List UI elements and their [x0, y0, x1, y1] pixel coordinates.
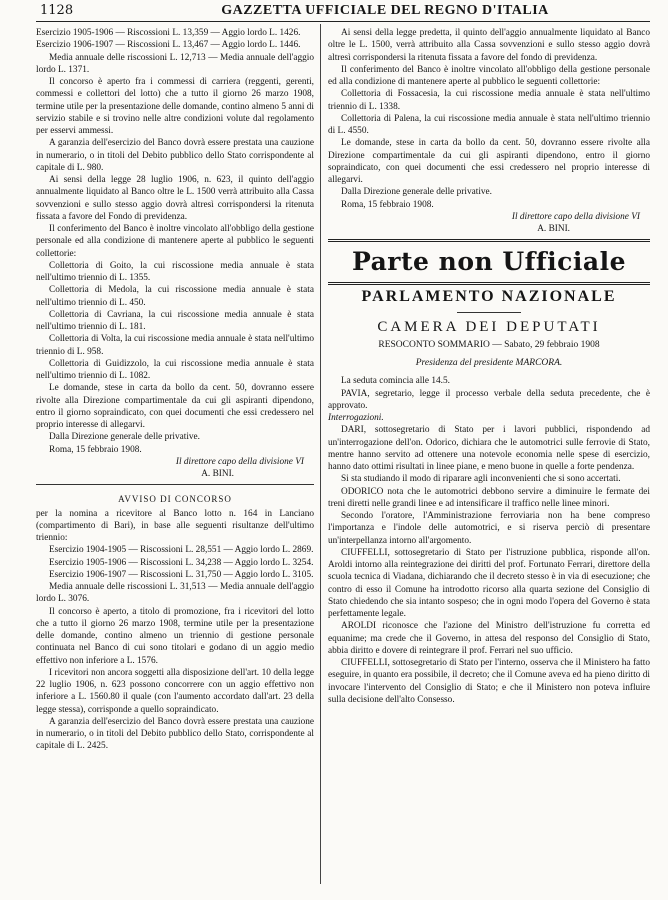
paragraph: Esercizio 1906-1907 — Riscossioni L. 13,467 — Aggio lordo L. 1446.	[36, 40, 301, 51]
paragraph: Il concorso è aperto fra i commessi di carriera (reggenti, gerenti, commessi e collettori del lotto) che a tutto il giorno 26 marzo 1908, termine utile per la presentazione delle domande, contino almeno 5 anni di servizio stabile e si trovino nelle altre condizioni volute dal regolamento per esservi ammessi.	[36, 77, 314, 136]
paragraph: Il conferimento del Banco è inoltre vincolato all'obbligo della gestione personale ed alla condizione di mantenere aperte al pubblico le seguenti collettorie:	[36, 224, 314, 259]
paragraph: Si sta studiando il modo di riparare agli inconvenienti che si sono accertati.	[341, 474, 621, 485]
separator-rule	[328, 282, 650, 285]
paragraph: A garanzia dell'esercizio del Banco dovrà essere prestata una cauzione in numerario, o in titoli del Debito pubblico dello Stato corrispondente al capitale di L. 980.	[36, 138, 314, 173]
subsection-heading: Interrogazioni.	[328, 413, 384, 423]
parliament-title: PARLAMENTO NAZIONALE	[361, 288, 617, 306]
paragraph: Esercizio 1904-1905 — Riscossioni L. 28,551 — Aggio lordo L. 2869.	[49, 545, 314, 556]
paragraph: PAVIA, segretario, legge il processo verbale della seduta precedente, che è approvato.	[328, 388, 650, 411]
paragraph: DARI, sottosegretario di Stato per i lavori pubblici, rispondendo ad un'interrogazione dell'on. Odorico, dichiara che le automotrici sulle ferrovie di Stato, mentre hanno servito ad ottenere una notevole economia nelle spese di esercizio, hanno dato ottimi risultati in linee piane, e meno buone in quelle a forte pendenza.	[328, 425, 650, 472]
paragraph: Il concorso è aperto, a titolo di promozione, fra i ricevitori del lotto che a tutto il giorno 26 marzo 1908, termine utile per la presentazione delle domande, contino almeno un triennio di gestione personale continuata nel Banco di cui sono titolari e godano di un aggio medio effettivo non inferiore a L. 1576.	[36, 606, 314, 666]
report-heading: RESOCONTO SOMMARIO — Sabato, 29 febbraio 1908	[378, 339, 600, 350]
paragraph: Le domande, stese in carta da bollo da cent. 50, dovranno essere rivolte alla Direzione compartimentale da cui gli aspiranti dipendono, entro il giorno sopraindicato, con quei documenti che essi credessero nel proprio interesse di allegarvi.	[36, 383, 314, 430]
signature-title: Il direttore capo della divisione VI	[175, 456, 304, 467]
paragraph: Collettoria di Medola, la cui riscossione media annuale è stata nell'ultimo triennio di L. 450.	[36, 285, 314, 308]
dateline: Roma, 15 febbraio 1908.	[49, 444, 142, 455]
paragraph: Ai sensi della legge predetta, il quinto dell'aggio annualmente liquidato al Banco oltre le L. 1500, verrà attribuito alla Cassa sovvenzioni e sullo stesso aggio dovrà altresì corrispondersi la ritenuta fissata a favore del fondo di previdenza.	[328, 28, 650, 63]
paragraph: Il conferimento del Banco è inoltre vincolato all'obbligo della gestione personale ed alla condizione di mantenere aperte al pubblico le seguenti collettorie:	[328, 64, 650, 87]
newspaper-masthead: GAZZETTA UFFICIALE DEL REGNO D'ITALIA	[221, 3, 549, 18]
signature-title: Il direttore capo della divisione VI	[511, 211, 640, 222]
paragraph: Collettoria di Guidizzolo, la cui riscossione media annuale è stata nell'ultimo triennio di L. 1082.	[36, 358, 314, 381]
paragraph: ODORICO nota che le automotrici debbono servire a diminuire le fermate dei treni diretti nelle grandi linee e ad intensificare il traffico nelle linee minori.	[328, 486, 650, 509]
paragraph: Collettoria di Palena, la cui riscossione media annuale è stata nell'ultimo triennio di L. 4550.	[328, 113, 650, 136]
page-number: 1128	[40, 3, 74, 18]
dateline: Roma, 15 febbraio 1908.	[341, 199, 434, 210]
separator-rule	[457, 312, 521, 313]
separator-rule	[36, 484, 314, 485]
paragraph: Dalla Direzione generale delle privative.	[49, 432, 200, 443]
paragraph: La seduta comincia alle 14.5.	[341, 376, 450, 387]
header-rule	[36, 21, 650, 22]
column-divider	[320, 24, 321, 884]
paragraph: Collettoria di Goito, la cui riscossione media annuale è stata nell'ultimo triennio di L. 1355.	[36, 260, 314, 283]
section-title: Parte non Ufficiale	[351, 247, 626, 277]
paragraph: AROLDI riconosce che l'azione del Ministro dell'istruzione fu corretta ed equanime; ma crede che il Governo, in attesa del responso del Consiglio di Stato, abbia diritto e dovere di reintegrare il prof. Ferrari nel suo ufficio.	[328, 621, 650, 656]
paragraph: Esercizio 1905-1906 — Riscossioni L. 34,238 — Aggio lordo L. 3254.	[49, 557, 314, 568]
paragraph: Media annuale delle riscossioni L. 12,713 — Media annuale dell'aggio lordo L. 1371.	[36, 52, 314, 75]
paragraph: Esercizio 1906-1907 — Riscossioni L. 31,750 — Aggio lordo L. 3105.	[49, 569, 314, 580]
left-column	[36, 27, 314, 753]
paragraph: Le domande, stese in carta da bollo da cent. 50, dovranno essere rivolte alla Direzione compartimentale da cui gli aspiranti dipendono, entro il giorno sopraindicato, con quei documenti che essi credessero nel proprio interesse di allegarvi.	[328, 138, 650, 185]
presidency-line: Presidenza del presidente MARCORA.	[415, 358, 563, 368]
paragraph: per la nomina a ricevitore al Banco lotto n. 164 in Lanciano (compartimento di Bari), in base alle seguenti risultanze dell'ultimo triennio:	[36, 508, 314, 543]
paragraph: CIUFFELLI, sottosegretario di Stato per l'istruzione pubblica, risponde all'on. Aroldi intorno alla reintegrazione dei diritti del prof. Fortunato Ferrari, direttore della scuola tecnica di Viadana, dichiarando che il decreto stesso è in via di esecuzione; che contro di esso il Comune ha introdotto ricorso alla quarta sezione del Consiglio di Stato chiedendo che sia intanto sospeso; che in ogni modo l'opera del Governo è stata perfettamente legale.	[328, 547, 650, 619]
paragraph: A garanzia dell'esercizio del Banco dovrà essere prestata una cauzione in numerario, o in titoli del Debito pubblico dello Stato, corrispondente al capitale di L. 2425.	[36, 716, 314, 752]
paragraph: CIUFFELLI, sottosegretario di Stato per l'interno, osserva che il Ministero ha fatto eseguire, in quanto era possibile, il decreto; che il Comune aveva ed ha pieno diritto di invocare l'intervento del Consiglio di Stato; e che il Ministero non poteva influire sulla decisione dell'alto Consesso.	[328, 658, 650, 705]
paragraph: Collettoria di Fossacesia, la cui riscossione media annuale è stata nell'ultimo triennio di L. 1338.	[328, 89, 650, 112]
paragraph: Ai sensi della legge 28 luglio 1906, n. 623, il quinto dell'aggio annualmente liquidato al Banco oltre le L. 1500 verrà attribuito alla Cassa sovvenzioni e sullo stesso aggio dovrà altresì corrispondersi la ritenuta fissata a favore del Fondo di previdenza.	[36, 175, 314, 222]
paragraph: I ricevitori non ancora soggetti alla disposizione dell'art. 10 della legge 22 luglio 1906, n. 623 possono concorrere con un aggio effettivo non inferiore a L. 1560.80 il quale (con l'aumento accordato dall'art. 23 della legge stessa), corrisponde a quello sopraindicato.	[36, 667, 314, 715]
notice-title: AVVISO DI CONCORSO	[118, 494, 232, 505]
signature-name: A. BINI.	[201, 469, 234, 479]
paragraph: Collettoria di Cavriana, la cui riscossione media annuale è stata nell'ultimo triennio di L. 181.	[36, 309, 314, 332]
right-column	[328, 27, 650, 706]
paragraph: Dalla Direzione generale delle privative.	[341, 187, 492, 198]
paragraph: Secondo l'oratore, l'Amministrazione ferroviaria non ha bene compreso l'importanza e l'indole delle automotrici, e si riserva perciò di presentare un'interpellanza intorno all'argomento.	[328, 511, 650, 546]
chamber-title: CAMERA DEI DEPUTATI	[377, 318, 601, 335]
signature-name: A. BINI.	[537, 224, 570, 234]
separator-rule	[328, 239, 650, 242]
paragraph: Collettoria di Volta, la cui riscossione media annuale è stata nell'ultimo triennio di L. 958.	[36, 334, 314, 357]
paragraph: Esercizio 1905-1906 — Riscossioni L. 13,359 — Aggio lordo L. 1426.	[36, 28, 301, 38]
paragraph: Media annuale delle riscossioni L. 31,513 — Media annuale dell'aggio lordo L. 3076.	[36, 582, 314, 605]
